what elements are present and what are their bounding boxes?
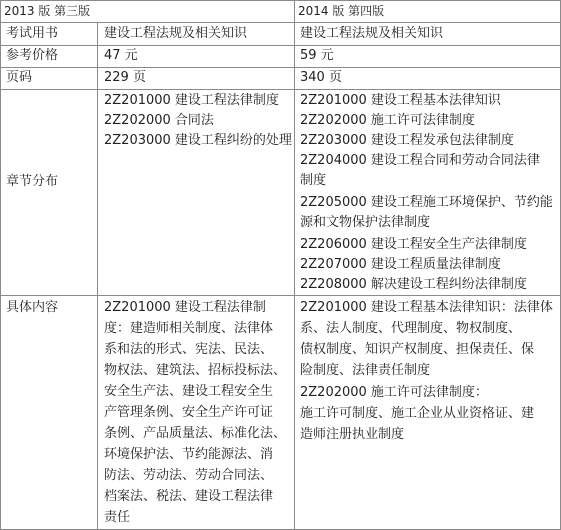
row-divider-1: [0, 45, 561, 46]
price-2013: 47 元: [104, 48, 138, 63]
chapter-2014-line: 源和文物保护法律制度: [300, 215, 431, 230]
chapter-2014-line: 2Z203000 建设工程发承包法律制度: [300, 133, 514, 148]
chapter-2014-line: 2Z205000 建设工程施工环境保护、节约能: [300, 195, 553, 210]
content-2013-line: 度：建造师相关制度、法律体: [104, 321, 274, 336]
content-2014-line: 施工许可制度、施工企业从业资格证、建: [300, 406, 535, 421]
chapter-2014-line: 2Z202000 施工许可法律制度: [300, 113, 475, 128]
content-2013-line: 档案法、税法、建设工程法律: [104, 489, 274, 504]
content-2014-line: 2Z201000 建设工程基本法律知识：法律体: [300, 300, 553, 315]
table-border-left: [0, 0, 1, 530]
row-divider-2: [0, 67, 561, 68]
content-2013-line: 系和法的形式、宪法、民法、: [104, 342, 274, 357]
content-2013-line: 物权法、建筑法、招标投标法、: [104, 363, 287, 378]
chapter-2013-line: 2Z203000 建设工程纠纷的处理: [104, 133, 292, 148]
content-2014-line: 险制度、法律责任制度: [300, 363, 431, 378]
chapter-2014-line: 2Z208000 解决建设工程纠纷法律制度: [300, 277, 527, 292]
content-2013-line: 责任: [104, 510, 131, 525]
content-2014-line: 债权制度、知识产权制度、担保责任、保: [300, 342, 535, 357]
header-2014: 2014 版 第四版: [298, 4, 385, 18]
pages-2014: 340 页: [300, 70, 342, 85]
chapter-2014-line: 2Z206000 建设工程安全生产法律制度: [300, 237, 527, 252]
chapter-2014-line: 制度: [300, 173, 327, 188]
chapter-2014-line: 2Z204000 建设工程合同和劳动合同法律: [300, 153, 540, 168]
row-label-content: 具体内容: [6, 300, 59, 315]
row-label-chapters: 章节分布: [6, 174, 59, 189]
table-col-divider-2: [294, 0, 295, 530]
content-2013-line: 产管理条例、安全生产许可证: [104, 405, 274, 420]
content-2013-line: 环境保护法、节约能源法、消: [104, 447, 274, 462]
table-border-top: [0, 0, 561, 1]
content-2013-line: 防法、劳动法、劳动合同法、: [104, 468, 274, 483]
content-2014-line: 造师注册执业制度: [300, 427, 405, 442]
price-2014: 59 元: [300, 48, 334, 63]
chapter-2014-line: 2Z201000 建设工程基本法律知识: [300, 93, 501, 108]
row-label-pages: 页码: [6, 70, 33, 85]
header-2013: 2013 版 第三版: [4, 4, 91, 18]
chapter-2013-line: 2Z202000 合同法: [104, 113, 214, 128]
content-2013-line: 2Z201000 建设工程法律制: [104, 300, 266, 315]
content-2013-line: 安全生产法、建设工程安全生: [104, 384, 274, 399]
content-2014-line: 2Z202000 施工许可法律制度：: [300, 385, 488, 400]
pages-2013: 229 页: [104, 70, 146, 85]
chapter-2013-line: 2Z201000 建设工程法律制度: [104, 93, 279, 108]
row-label-book: 考试用书: [6, 26, 59, 41]
chapter-2014-line: 2Z207000 建设工程质量法律制度: [300, 257, 501, 272]
row-label-price: 参考价格: [6, 48, 59, 63]
table-col-divider-1: [97, 22, 98, 530]
row-divider-3: [0, 89, 561, 90]
book-2013: 建设工程法规及相关知识: [104, 26, 248, 41]
content-2014-line: 系、法人制度、代理制度、物权制度、: [300, 321, 522, 336]
content-2013-line: 条例、产品质量法、标准化法、: [104, 426, 287, 441]
book-2014: 建设工程法规及相关知识: [300, 26, 444, 41]
row-divider-header: [0, 22, 561, 23]
row-divider-4: [0, 295, 561, 296]
